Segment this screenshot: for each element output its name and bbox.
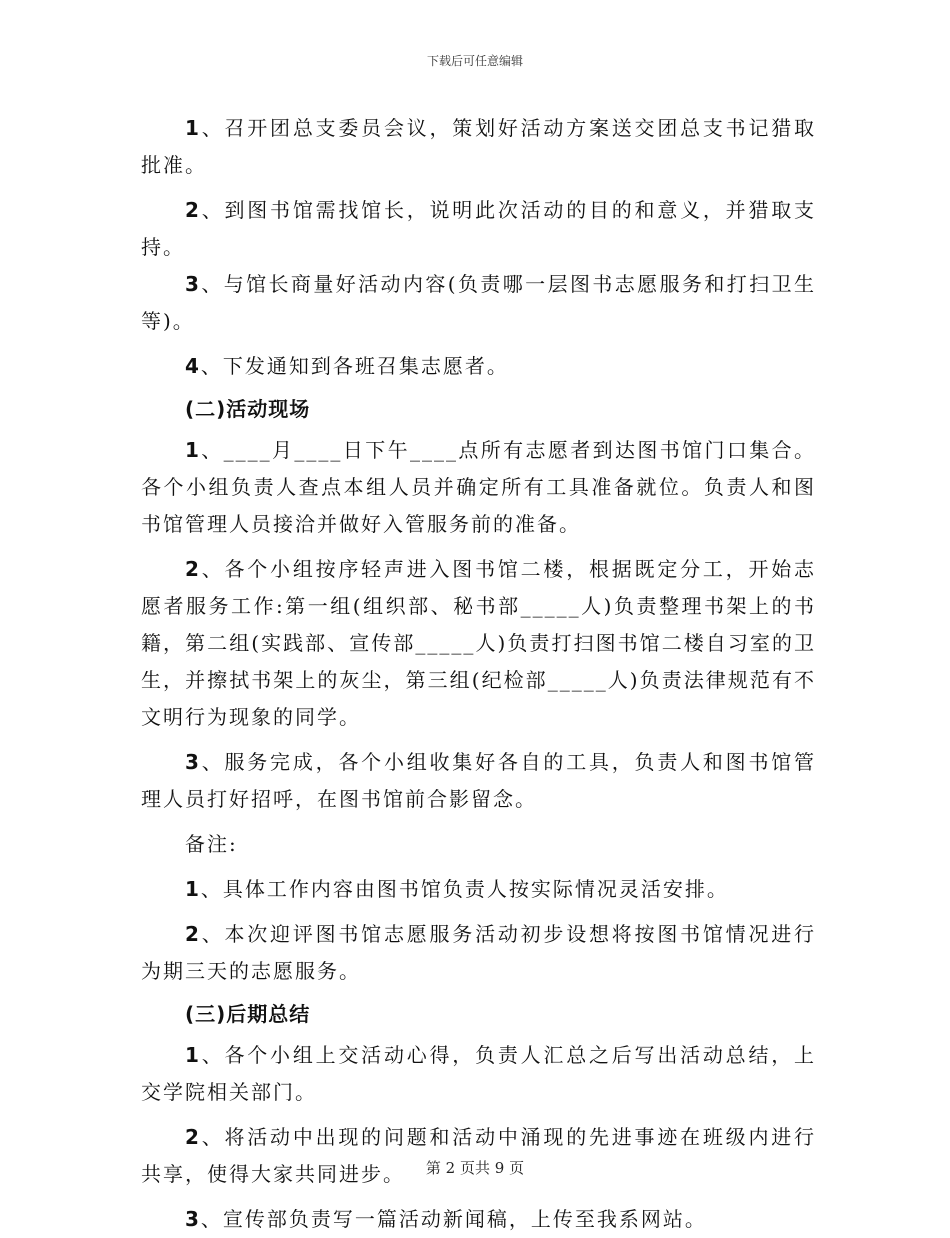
item-number: 2 <box>185 922 201 946</box>
onsite-paragraph-2 <box>141 551 816 736</box>
prep-paragraph-2 <box>141 192 816 266</box>
item-number: 3 <box>185 750 201 774</box>
item-number: 4 <box>185 354 201 378</box>
prep-paragraph-3 <box>141 266 816 340</box>
item-number: 3 <box>185 272 201 296</box>
paragraph-text: 、本次迎评图书馆志愿服务活动初步设想将按图书馆情况进行为期三天的志愿服务。 <box>141 922 816 983</box>
page-footer: 第 2 页共 9 页 <box>425 1159 525 1177</box>
page-header: 下载后可任意编辑 <box>426 54 523 68</box>
item-number: 2 <box>185 1125 201 1149</box>
paragraph-text: 、与馆长商量好活动内容(负责哪一层图书志愿服务和打扫卫生等)。 <box>141 272 816 333</box>
note-label: 备注: <box>185 832 238 856</box>
prep-paragraph-1 <box>141 110 816 184</box>
item-number: 1 <box>185 116 201 140</box>
paragraph-text: 、到图书馆需找馆长，说明此次活动的目的和意义，并猎取支持。 <box>141 198 816 259</box>
item-number: 1 <box>185 877 201 901</box>
item-number: 1 <box>185 438 201 462</box>
item-number: 3 <box>185 1207 201 1231</box>
prep-paragraph-4 <box>141 348 816 385</box>
summary-paragraph-3 <box>141 1201 816 1238</box>
paragraph-text: 、____月____日下午____点所有志愿者到达图书馆门口集合。各个小组负责人查点本组人员并确定所有工具准备就位。负责人和图书馆管理人员接洽并做好入管服务前的准备。 <box>141 438 816 536</box>
paragraph-text: 、服务完成，各个小组收集好各自的工具，负责人和图书馆管理人员打好招呼，在图书馆前合影留念。 <box>141 750 816 811</box>
document-body <box>141 110 816 1238</box>
paragraph-text: 、召开团总支委员会议，策划好活动方案送交团总支书记猎取批准。 <box>141 116 816 177</box>
onsite-paragraph-3 <box>141 744 816 818</box>
note-item-2 <box>141 916 816 990</box>
paragraph-text: 、各个小组按序轻声进入图书馆二楼，根据既定分工，开始志愿者服务工作:第一组(组织部、秘书部_____人)负责整理书架上的书籍，第二组(实践部、宣传部_____人)负责打扫图书馆二楼自习室的卫生，并擦拭书架上的灰尘，第三组(纪检部_____人)负责法律规范有不文明行为现象的同学。 <box>141 557 816 729</box>
item-number: 1 <box>185 1043 201 1067</box>
item-number: 2 <box>185 198 201 222</box>
onsite-paragraph-1 <box>141 432 816 543</box>
paragraph-text: 、下发通知到各班召集志愿者。 <box>200 354 509 378</box>
summary-paragraph-1 <box>141 1037 816 1111</box>
note-item-1 <box>141 871 816 908</box>
paragraph-text: 、将活动中出现的问题和活动中涌现的先进事迹在班级内进行共享，使得大家共同进步。 <box>141 1125 816 1186</box>
paragraph-text: 、具体工作内容由图书馆负责人按实际情况灵活安排。 <box>200 877 729 901</box>
summary-paragraph-2 <box>141 1119 816 1193</box>
paragraph-text: 、各个小组上交活动心得，负责人汇总之后写出活动总结，上交学院相关部门。 <box>141 1043 816 1104</box>
item-number: 2 <box>185 557 201 581</box>
paragraph-text: 、宣传部负责写一篇活动新闻稿，上传至我系网站。 <box>200 1207 707 1231</box>
section-heading-onsite: (二)活动现场 <box>185 397 311 421</box>
section-heading-summary: (三)后期总结 <box>185 1002 311 1026</box>
